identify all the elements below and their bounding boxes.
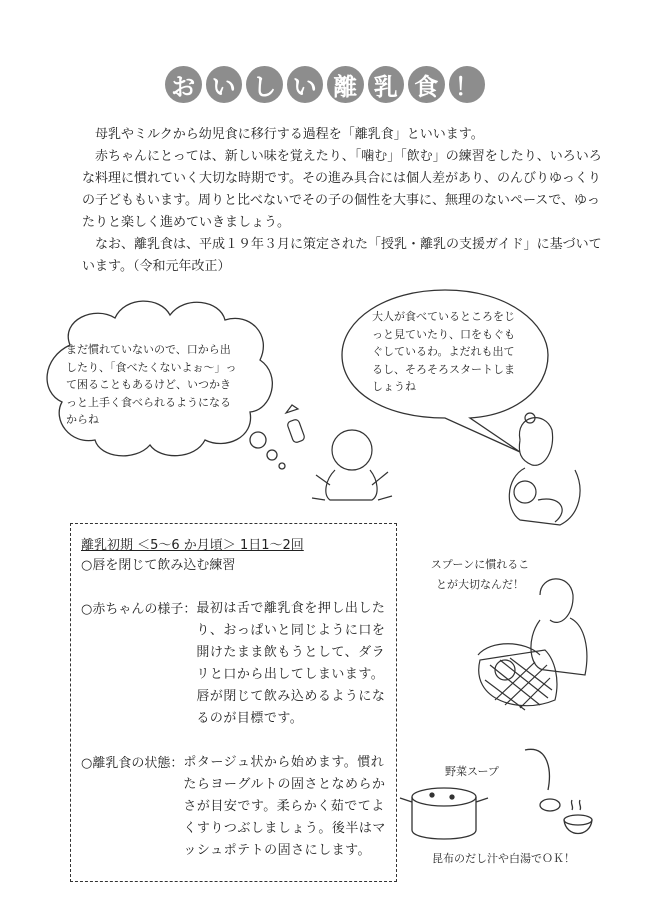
stage-box [70,523,397,882]
stage-goal: ○唇を閉じて飲み込む練習 [81,558,236,573]
title-char: お [165,66,202,103]
broth-caption: 昆布のだし汁や白湯でＯＫ！ [432,852,575,865]
spoon-caption: スプーンに慣れることが大切なんだ！ [430,558,530,591]
mother-baby-illustration [509,413,580,525]
title-char: ！ [449,66,486,103]
mother-basket-illustration [478,579,587,710]
title-char: 食 [408,66,445,103]
title-char: い [287,66,324,103]
bowl-icon [564,800,592,834]
food-state-item [81,752,389,862]
title-char: 乳 [368,66,405,103]
soup-caption: 野菜スープ [445,765,499,778]
intro-paragraph: 赤ちゃんにとっては、新しい味を覚えたり、「噛む」「飲む」の練習をしたり、いろいろな料理に慣れていく大切な時期です。その進み具合には個人差があり、のんびりゆっくりの子どももいます。周りと比べないでその子の個性を大事に、無理のないペースで、ゆったりと楽しく進めていきましょう。 [82,149,602,230]
intro-paragraph: 母乳やミルクから幼児食に移行する過程を「離乳食」といいます。 [95,127,484,142]
soup-pot-icon [400,788,488,839]
baby-illustration [312,430,392,500]
food-state-text: ポタージュ状から始めます。慣れたらヨーグルトの固さとなめらかさが目安です。柔らかく茹でてよくすりつぶしましょう。後半はマッシュポテトの固さにします。 [183,755,386,858]
speech-bubble-right [340,288,545,418]
ladle-icon [525,749,560,811]
thought-bubble-left [18,313,283,463]
baby-state-text: 最初は舌で離乳食を押し出したり、おっぱいと同じように口を開けたまま飲もうとして、ダラリと口から出してしまいます。唇が閉じて飲み込めるようになるのが目標です。 [196,601,386,726]
stage-title: 離乳初期 ＜5〜6 か月頃＞ 1日1〜2回 [81,538,304,553]
thought-bubble-text: まだ慣れていないので、口から出したり、「食べたくないよぉ〜」って困ることもあるけど、いつかきっと上手く食べられるようになるからね [66,343,237,426]
title-char: し [246,66,283,103]
speech-bubble-text: 大人が食べているところをじっと見ていたり、口をもぐもぐしているわ。よだれも出てるし、そろそろスタートしましょうね [372,310,515,393]
page-title [165,60,485,110]
baby-state-item [81,598,389,730]
baby-state-label: ○赤ちゃんの様子： [81,602,197,617]
title-char: 離 [327,66,364,103]
intro-text [82,124,612,278]
title-char: い [206,66,243,103]
baby-bottle-icon [286,405,305,443]
food-state-label: ○離乳食の状態： [81,756,184,771]
intro-paragraph: なお、離乳食は、平成１９年３月に策定された「授乳・離乳の支援ガイド」に基づいています。（令和元年改正） [82,237,602,274]
